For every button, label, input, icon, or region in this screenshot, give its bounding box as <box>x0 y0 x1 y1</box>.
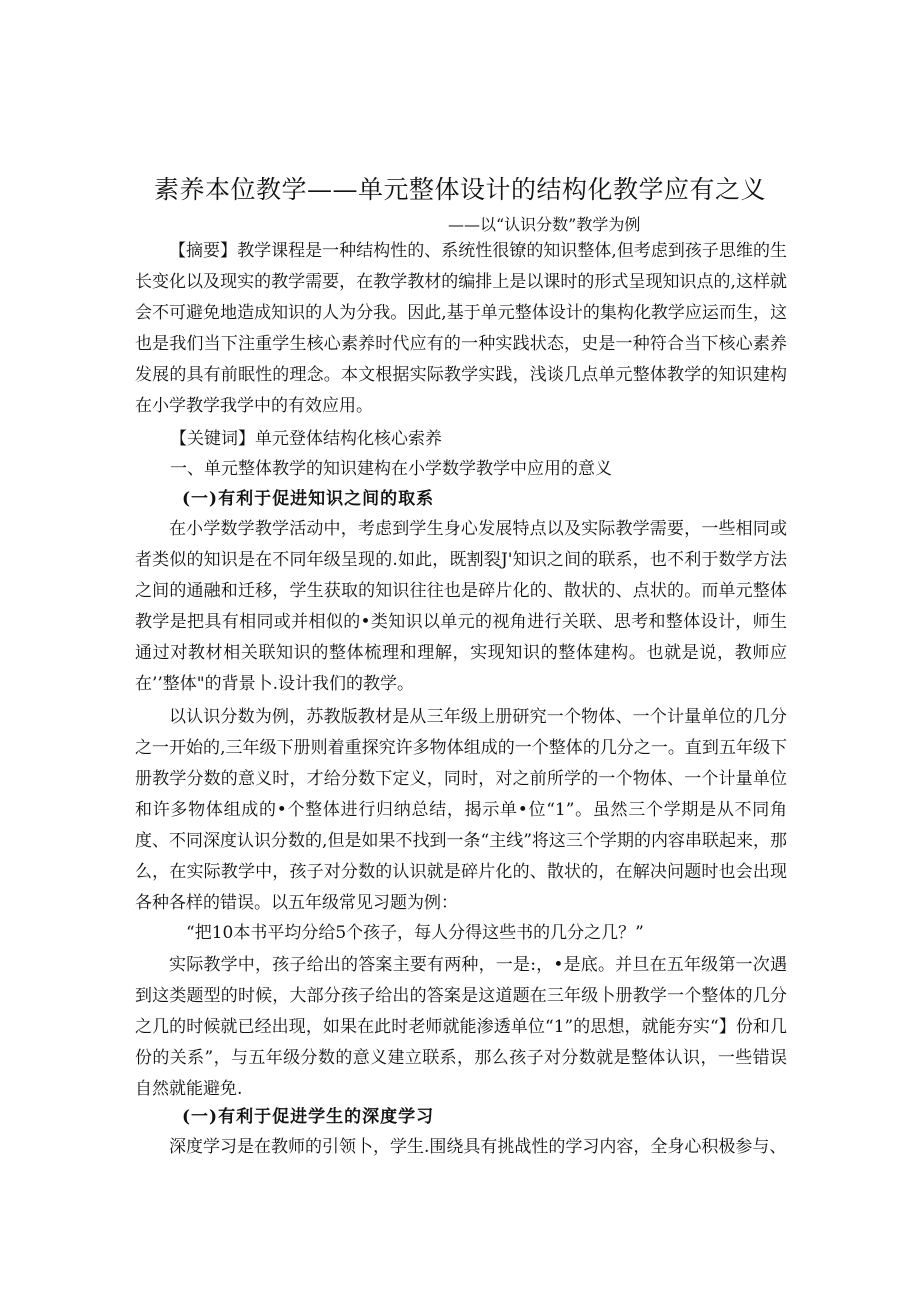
section-heading-1: 一、单元整体教学的知识建构在小学数学教学中应用的意义 <box>170 459 612 479</box>
body-paragraph-4: 深度学习是在教师的引领卜，学生.围绕具有挑战性的学习内容，全身心积极参与、 <box>169 1137 787 1157</box>
subsection-heading-2: (一)有利于促进学生的深度学习 <box>182 1107 435 1127</box>
subsection-heading-1: (一)有利于促进知识之间的取系 <box>182 489 435 509</box>
body-paragraph-1: 在小学数学教学活动中，考虑到学生身心发展特点以及实际教学需要，一些相同或者类似的知识是在不同年级呈现的.如此，既割裂J'知识之间的联系，也不利于数学方法之间的通融和迁移，学生获取的知识往往也是碎片化的、散状的、点状的。而单元整体教学是把具有相同或并相似的•类知识以单元的视角进行关联、思考和整体设计，师生通过对教材相关联知识的整体梳理和理解，实现知识的整体建构。也就是说，教师应在’’整体"的背景卜.设计我们的教学。 <box>135 519 787 694</box>
body-paragraph-3: 实际教学中，孩子给出的答案主要有两种，一是:，•是底。并旦在五年级第一次遇到这类题型的时候，大部分孩子给出的答案是这道题在三年级卜册教学一个整体的几分之几的时候就已经出现，如果在此时老师就能渗透单位“1”的思想，就能夯实“】份和几份的关系”，与五年级分数的意义建立联系，那么孩子对分数就是整体认识，一些错误自然就能避免. <box>135 955 787 1099</box>
quote-line: “把10本书平均分给5个孩子，每人分得这些书的几分之几？” <box>186 923 644 943</box>
body-paragraph-2: 以认识分数为例，苏教版教材是从三年级上册研究一个物体、一个计量单位的几分之一开始的,三年级下册则着重探究许多物体组成的一个整体的几分之一。直到五年级下册教学分数的意义时，才给分数下定义，同时，对之前所学的一个物体、一个计量单位和许多物体组成的•个整体进行归纳总结，揭示单•位“1”。虽然三个学期是从不同角度、不同深度认识分数的,但是如果不找到一条“主线”将这三个学期的内容串联起来，那么，在实际教学中，孩子对分数的认识就是碎片化的、散状的，在解决问题时也会出现各种各样的错误。以五年级常见习题为例： <box>135 707 787 913</box>
abstract-paragraph: 【摘要】教学课程是一种结构性的、系统性很镣的知识整体,但考虑到孩子思维的生长变化以及现实的教学需要，在教学教材的编排上是以课时的形式呈现知识点的,这样就会不可避免地造成知识的人为分我。因此,基于单元整体设计的集构化教学应运而生，这也是我们当下注重学生核心素养时代应有的一种实践状态，史是一种符合当下核心素养发展的具有前眠性的理念。本文根据实际教学实践，浅谈几点单元整体教学的知识建构在小学教学我学中的有效应用。 <box>135 241 787 416</box>
keywords-line: 【关键词】单元登体结构化核心索养 <box>170 429 442 449</box>
document-subtitle: ——以“认识分数”教学为例 <box>448 215 641 234</box>
document-title: 素养本位教学——单元整体设计的结构化教学应有之义 <box>153 175 766 204</box>
